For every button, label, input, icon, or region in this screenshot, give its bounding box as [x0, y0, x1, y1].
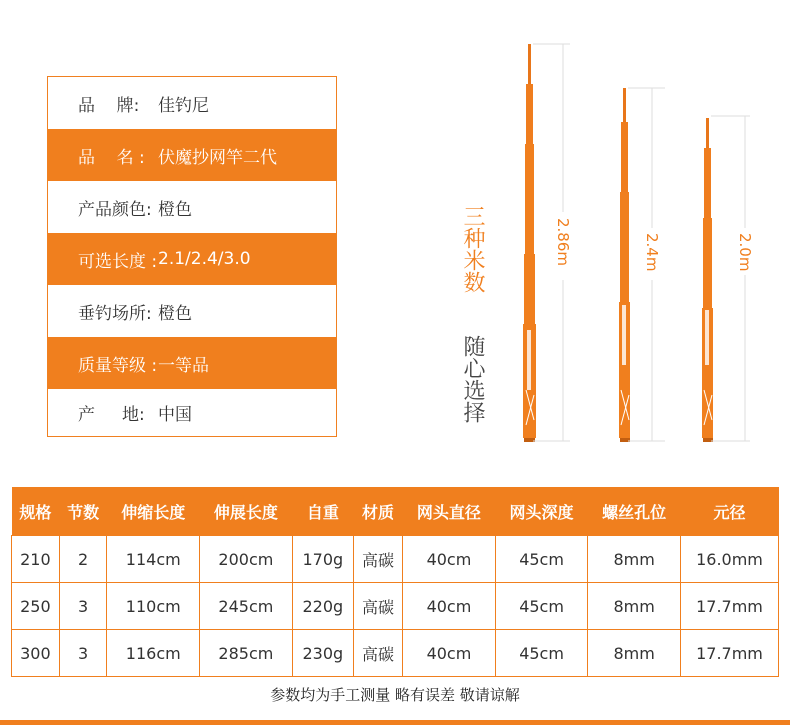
table-cell: 250 — [12, 583, 60, 630]
table-cell: 3 — [59, 630, 107, 677]
rod-label-240: 2.4m — [643, 233, 661, 272]
spec-value: 中国 — [158, 405, 192, 425]
spec-key: 质量等级 : — [78, 355, 158, 376]
col-header: 网头直径 — [403, 487, 496, 536]
table-cell: 285cm — [200, 630, 293, 677]
table-cell: 40cm — [403, 536, 496, 583]
footer-note: 参数均为手工测量 略有误差 敬请谅解 — [270, 686, 520, 704]
spec-key: 可选长度 : — [78, 251, 158, 272]
table-cell: 110cm — [107, 583, 200, 630]
table-cell: 170g — [292, 536, 353, 583]
spec-key: 品 牌: — [78, 95, 140, 116]
spec-value: 一等品 — [158, 355, 209, 376]
col-header: 自重 — [292, 487, 353, 536]
table-cell: 16.0mm — [681, 536, 779, 583]
table-row — [12, 583, 779, 630]
table-header-row — [12, 487, 779, 536]
table-row — [12, 630, 779, 677]
footer-bar — [0, 720, 790, 725]
spec-key: 产 地: — [78, 405, 145, 425]
table-cell: 45cm — [495, 536, 588, 583]
col-header: 材质 — [354, 487, 403, 536]
table-row — [12, 536, 779, 583]
spec-value: 2.1/2.4/3.0 — [158, 249, 251, 269]
table-cell: 45cm — [495, 583, 588, 630]
col-header: 伸展长度 — [200, 487, 293, 536]
table-cell: 245cm — [200, 583, 293, 630]
table-cell: 8mm — [588, 630, 681, 677]
spec-value: 橙色 — [158, 199, 192, 220]
rod-label-286: 2.86m — [554, 218, 572, 267]
rod-200 — [702, 116, 750, 442]
table-cell: 114cm — [107, 536, 200, 583]
spec-key: 垂钓场所: — [78, 303, 152, 324]
col-header: 伸缩长度 — [107, 487, 200, 536]
table-cell: 3 — [59, 583, 107, 630]
table-cell: 116cm — [107, 630, 200, 677]
col-header: 网头深度 — [495, 487, 588, 536]
spec-table — [11, 487, 779, 677]
table-cell: 17.7mm — [681, 630, 779, 677]
table-cell: 300 — [12, 630, 60, 677]
note-choose-freely: 随心选择 — [460, 335, 485, 423]
table-cell: 8mm — [588, 536, 681, 583]
table-cell: 230g — [292, 630, 353, 677]
spec-value: 佳钓尼 — [158, 95, 209, 116]
table-cell: 高碳 — [354, 536, 403, 583]
table-cell: 200cm — [200, 536, 293, 583]
col-header: 元径 — [681, 487, 779, 536]
table-cell: 45cm — [495, 630, 588, 677]
rod-label-200: 2.0m — [736, 233, 754, 272]
table-cell: 220g — [292, 583, 353, 630]
spec-value: 伏魔抄网竿二代 — [158, 147, 277, 168]
table-cell: 2 — [59, 536, 107, 583]
spec-key: 品 名 : — [78, 147, 145, 168]
table-cell: 17.7mm — [681, 583, 779, 630]
col-header: 螺丝孔位 — [588, 487, 681, 536]
table-cell: 高碳 — [354, 630, 403, 677]
table-cell: 8mm — [588, 583, 681, 630]
table-cell: 210 — [12, 536, 60, 583]
table-cell: 40cm — [403, 630, 496, 677]
col-header: 规格 — [12, 487, 60, 536]
spec-key: 产品颜色: — [78, 199, 152, 220]
spec-value: 橙色 — [158, 303, 192, 324]
note-three-lengths: 三种米数 — [460, 205, 485, 293]
table-cell: 高碳 — [354, 583, 403, 630]
table-cell: 40cm — [403, 583, 496, 630]
col-header: 节数 — [59, 487, 107, 536]
